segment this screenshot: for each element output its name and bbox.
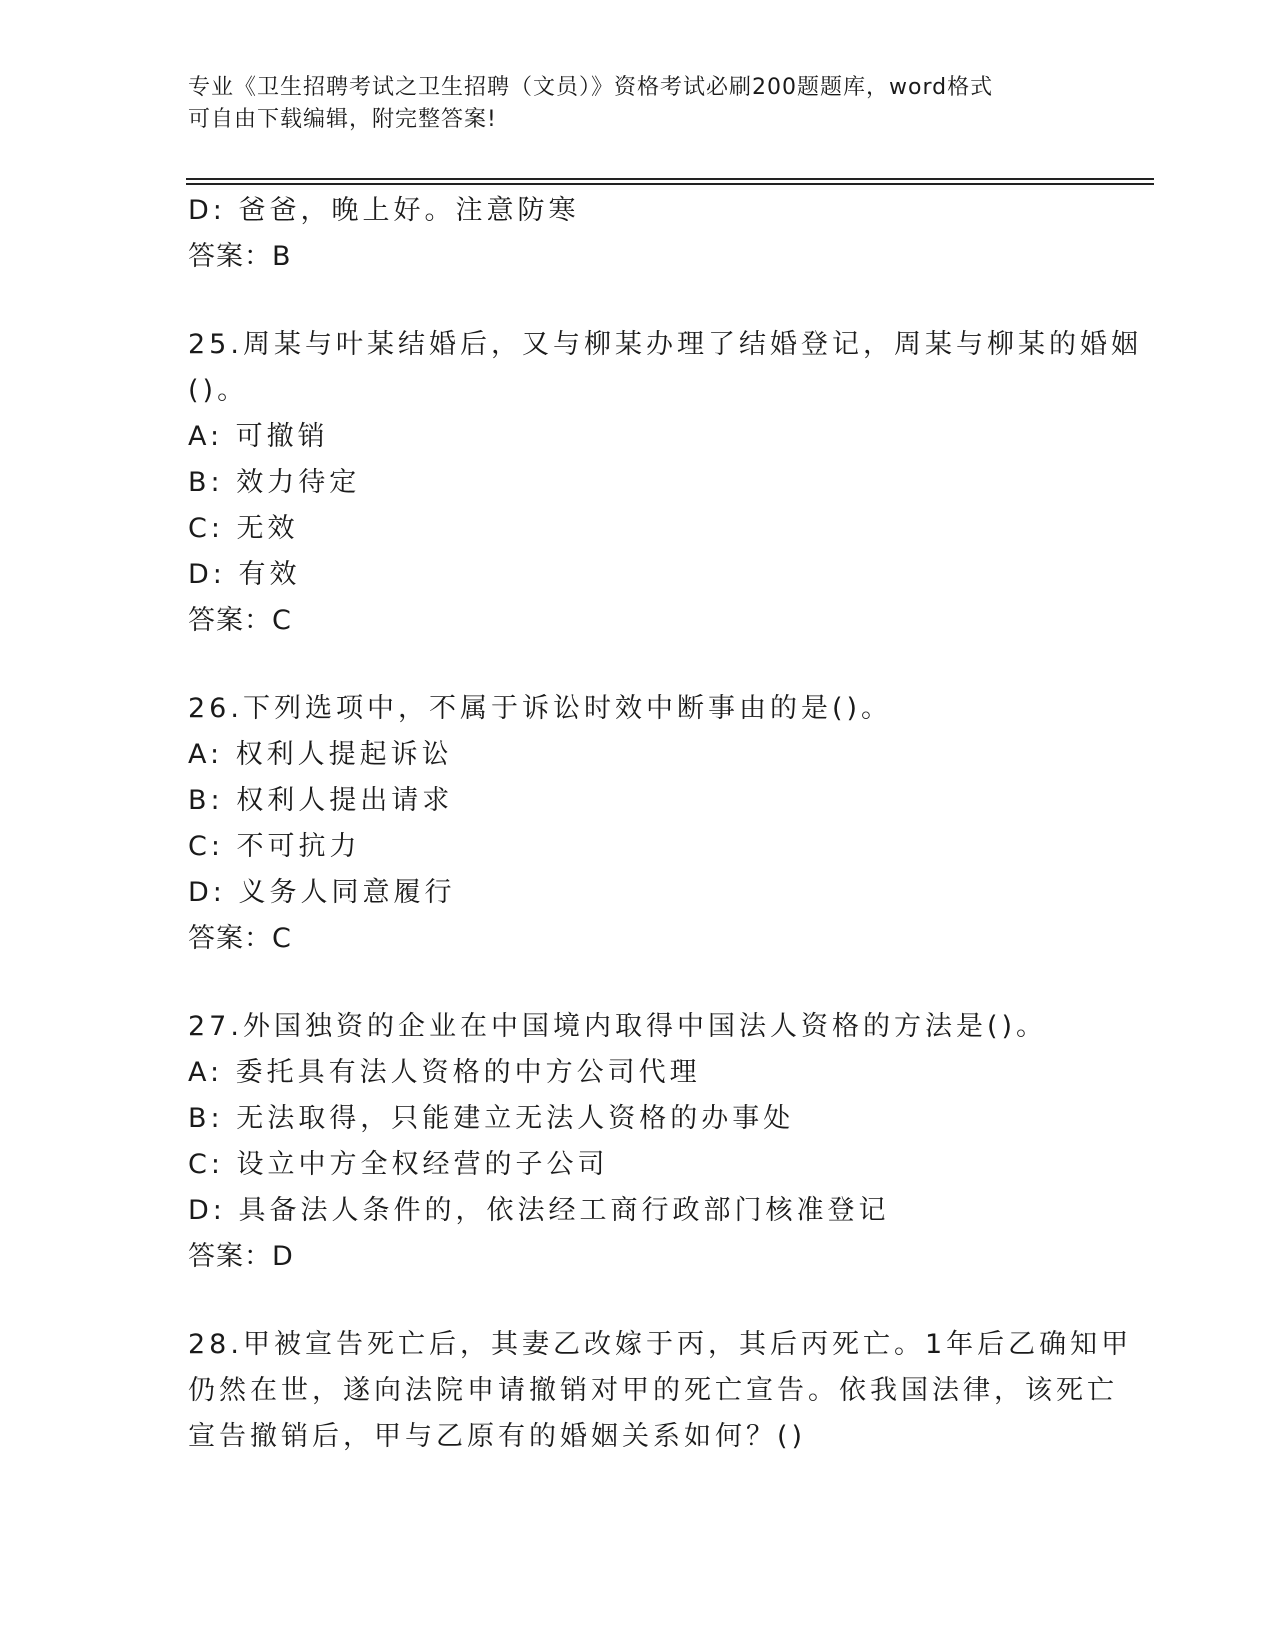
answer-line: 答案：B (188, 241, 292, 272)
question-stem: 26.下列选项中，不属于诉讼时效中断事由的是()。 (188, 693, 893, 724)
option-c: C: 设立中方全权经营的子公司 (188, 1149, 609, 1180)
option-d: D: 爸爸，晚上好。注意防寒 (188, 195, 580, 226)
document-header (188, 72, 1068, 136)
header-line-2: 可自由下载编辑，附完整答案! (188, 107, 497, 132)
header-divider-top (186, 178, 1154, 180)
option-b: B: 效力待定 (188, 467, 361, 498)
question-stem: 25.周某与叶某结婚后，又与柳某办理了结婚登记，周某与柳某的婚姻 (188, 329, 1142, 360)
question-stem: 仍然在世，遂向法院申请撤销对甲的死亡宣告。依我国法律，该死亡 (188, 1375, 1118, 1406)
answer-line: 答案：D (188, 1241, 294, 1272)
option-d: D: 有效 (188, 559, 301, 590)
question-26 (188, 686, 1088, 962)
option-d: D: 具备法人条件的，依法经工商行政部门核准登记 (188, 1195, 890, 1226)
question-25 (188, 322, 1142, 644)
question-stem: 28.甲被宣告死亡后，其妻乙改嫁于丙，其后丙死亡。1年后乙确知甲 (188, 1329, 1133, 1360)
question-27 (188, 1004, 1088, 1280)
option-a: A: 可撤销 (188, 421, 329, 452)
previous-question-tail (188, 188, 1088, 280)
document-body (188, 188, 1142, 1460)
option-b: B: 无法取得，只能建立无法人资格的办事处 (188, 1103, 795, 1134)
option-a: A: 委托具有法人资格的中方公司代理 (188, 1057, 701, 1088)
answer-line: 答案：C (188, 605, 292, 636)
option-c: C: 无效 (188, 513, 299, 544)
header-line-1: 专业《卫生招聘考试之卫生招聘（文员）》资格考试必刷200题题库，word格式 (188, 75, 994, 100)
question-stem: 宣告撤销后，甲与乙原有的婚姻关系如何？() (188, 1421, 807, 1452)
option-c: C: 不可抗力 (188, 831, 361, 862)
option-b: B: 权利人提出请求 (188, 785, 454, 816)
option-a: A: 权利人提起诉讼 (188, 739, 453, 770)
option-d: D: 义务人同意履行 (188, 877, 456, 908)
question-stem: ()。 (188, 375, 249, 406)
question-stem: 27.外国独资的企业在中国境内取得中国法人资格的方法是()。 (188, 1011, 1048, 1042)
header-divider-bottom (186, 183, 1154, 185)
answer-line: 答案：C (188, 923, 292, 954)
question-28 (188, 1322, 1133, 1460)
